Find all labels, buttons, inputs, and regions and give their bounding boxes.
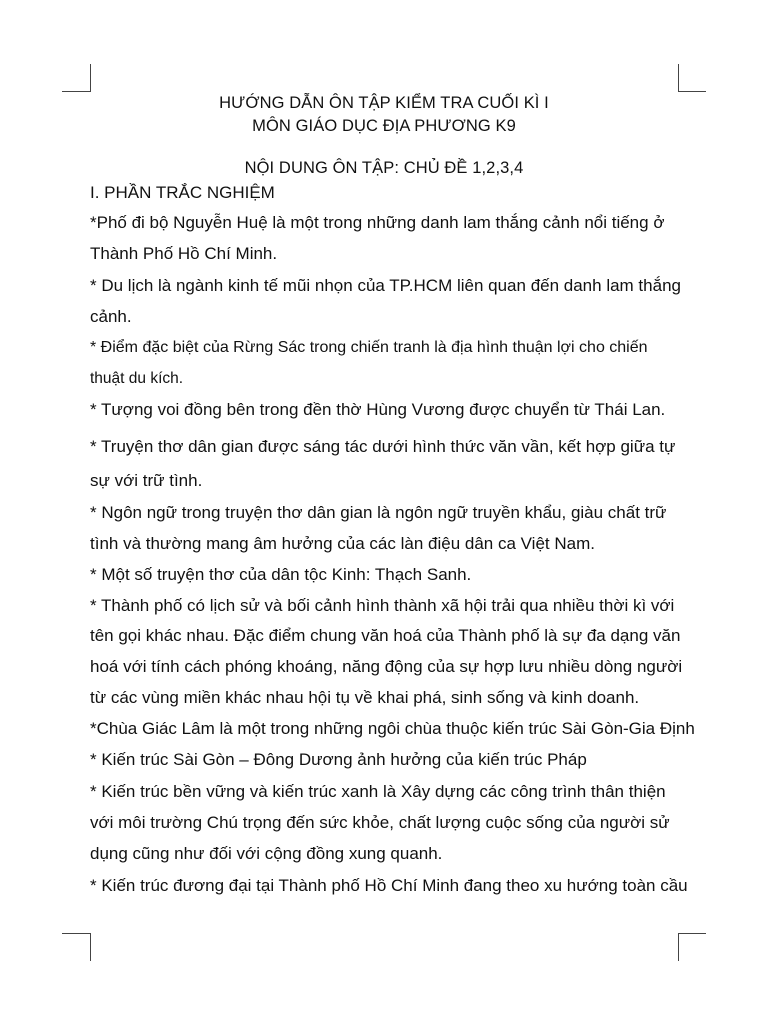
text-line: * Tượng voi đồng bên trong đền thờ Hùng Vương được chuyển từ Thái Lan. (90, 400, 666, 419)
text-line: *Chùa Giác Lâm là một trong những ngôi chùa thuộc kiến trúc Sài Gòn-Gia Định (90, 719, 695, 738)
crop-mark-bottom-left-v (90, 933, 91, 961)
text-line: * Du lịch là ngành kinh tế mũi nhọn của TP.HCM liên quan đến danh lam thắng (90, 276, 681, 295)
text-line: *Phố đi bộ Nguyễn Huệ là một trong những danh lam thắng cảnh nổi tiếng ở (90, 213, 665, 232)
text-line: * Một số truyện thơ của dân tộc Kinh: Thạch Sanh. (90, 565, 472, 584)
text-line: hoá với tính cách phóng khoáng, năng động của sự hợp lưu nhiều dòng người (90, 657, 683, 676)
text-line: từ các vùng miền khác nhau hội tụ về khai phá, sinh sống và kinh doanh. (90, 688, 640, 707)
text-line: tình và thường mang âm hưởng của các làn điệu dân ca Việt Nam. (90, 534, 595, 553)
text-line: Thành Phố Hồ Chí Minh. (90, 244, 278, 263)
document-title-line-1: HƯỚNG DẪN ÔN TẬP KIỂM TRA CUỐI KÌ I (219, 94, 549, 112)
text-line: * Kiến trúc Sài Gòn – Đông Dương ảnh hưởng của kiến trúc Pháp (90, 750, 587, 769)
text-line: * Thành phố có lịch sử và bối cảnh hình thành xã hội trải qua nhiều thời kì với (90, 596, 675, 615)
document-title-line-2: MÔN GIÁO DỤC ĐỊA PHƯƠNG K9 (252, 117, 516, 135)
crop-mark-top-right-h (678, 91, 706, 92)
crop-mark-bottom-right-h (678, 933, 706, 934)
text-line: thuật du kích. (90, 370, 184, 387)
text-line: sự với trữ tình. (90, 471, 203, 490)
text-line: * Ngôn ngữ trong truyện thơ dân gian là ngôn ngữ truyền khẩu, giàu chất trữ (90, 503, 667, 522)
text-line: * Kiến trúc bền vững và kiến trúc xanh là Xây dựng các công trình thân thiện (90, 782, 666, 801)
text-line: * Kiến trúc đương đại tại Thành phố Hồ Chí Minh đang theo xu hướng toàn cầu (90, 876, 688, 895)
text-line: cảnh. (90, 307, 132, 326)
text-line: * Truyện thơ dân gian được sáng tác dưới hình thức văn vần, kết hợp giữa tự (90, 437, 676, 456)
crop-mark-top-right-v (678, 64, 679, 92)
crop-mark-top-left-v (90, 64, 91, 92)
content-scope-heading: NỘI DUNG ÔN TẬP: CHỦ ĐỀ 1,2,3,4 (244, 159, 524, 177)
crop-mark-bottom-right-v (678, 933, 679, 961)
text-line: tên gọi khác nhau. Đặc điểm chung văn hoá của Thành phố là sự đa dạng văn (90, 626, 681, 645)
text-line: * Điểm đặc biệt của Rừng Sác trong chiến tranh là địa hình thuận lợi cho chiến (90, 339, 648, 356)
text-line: với môi trường Chú trọng đến sức khỏe, chất lượng cuộc sống của người sử (90, 813, 670, 832)
crop-mark-bottom-left-h (62, 933, 90, 934)
text-line: dụng cũng như đối với cộng đồng xung quanh. (90, 844, 443, 863)
crop-mark-top-left-h (62, 91, 90, 92)
section-heading: I. PHẦN TRẮC NGHIỆM (90, 183, 275, 202)
